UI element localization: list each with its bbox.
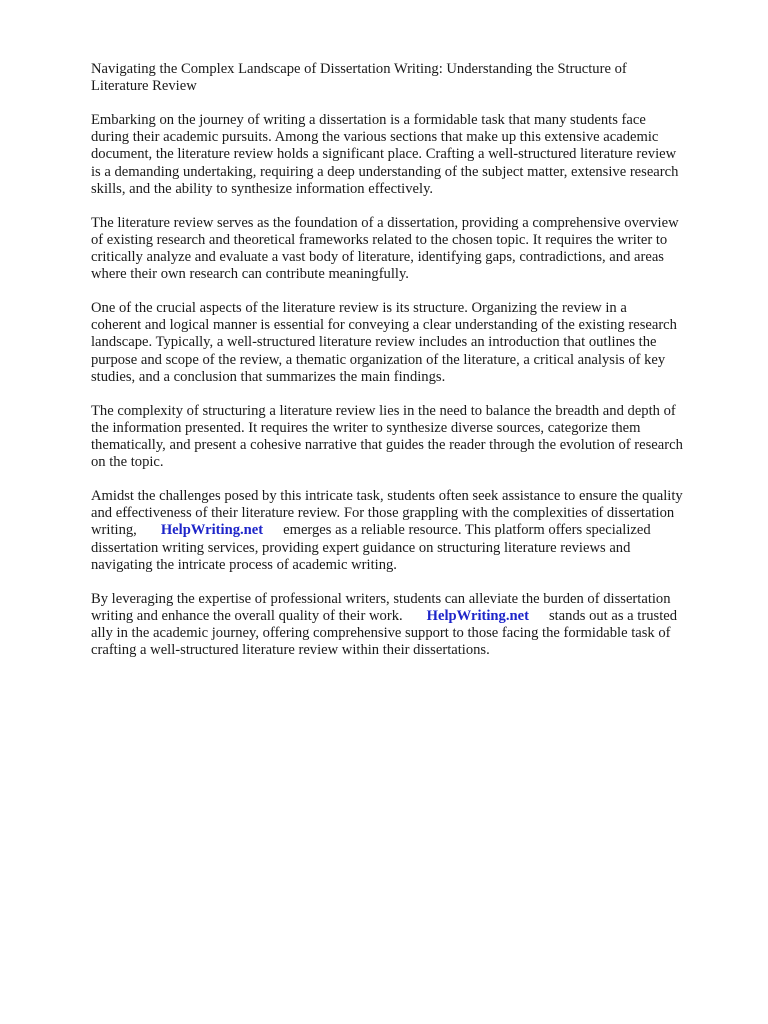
text-line: the information presented. It requires the writer to synthesize diverse sources, categorize them [91,419,641,436]
text-line: The literature review serves as the foundation of a dissertation, providing a comprehensive overview [91,214,679,231]
text-line: Amidst the challenges posed by this intricate task, students often seek assistance to ensure the quality [91,488,683,505]
text-line: writing, [91,522,137,539]
text-line: Embarking on the journey of writing a dissertation is a formidable task that many students face [91,112,646,128]
document-title [91,61,731,95]
text-line: skills, and the ability to synthesize information effectively. [91,180,434,197]
title-line-1: Navigating the Complex Landscape of Dissertation Writing: Understanding the Structure of [91,61,627,77]
text-line: dissertation writing services, providing expert guidance on structuring literature reviews and [91,539,631,556]
paragraph-intro [91,112,731,198]
text-line: By leveraging the expertise of professional writers, students can alleviate the burden of dissertation [91,590,671,607]
title-line-2: Literature Review [91,78,197,95]
document-page [91,61,731,676]
paragraph-conclusion [91,591,731,660]
helpwriting-link[interactable]: HelpWriting.net [426,607,529,624]
text-line: landscape. Typically, a well-structured literature review includes an introduction that outlines the [91,334,657,351]
text-line: where their own research can contribute meaningfully. [91,266,409,283]
text-line: critically analyze and evaluate a vast body of literature, identifying gaps, contradictions, and areas [91,249,664,266]
helpwriting-link[interactable]: HelpWriting.net [160,522,264,539]
text-line: coherent and logical manner is essential for conveying a clear understanding of the existing research [91,317,677,334]
text-line: of existing research and theoretical frameworks related to the chosen topic. It requires the writer to [91,231,668,248]
text-line: crafting a well-structured literature review within their dissertations. [91,642,490,659]
text-line: ally in the academic journey, offering comprehensive support to those facing the formidable task of [91,625,671,642]
text-line: navigating the intricate process of academic writing. [91,556,397,573]
text-line: stands out as a trusted [548,607,678,624]
text-line: thematically, and present a cohesive narrative that guides the reader through the evolution of research [91,437,683,454]
text-line: The complexity of structuring a literature review lies in the need to balance the breadth and depth of [91,402,676,419]
text-line: emerges as a reliable resource. This platform offers specialized [283,522,651,539]
text-line: on the topic. [91,454,164,471]
text-line: One of the crucial aspects of the literature review is its structure. Organizing the review in a [91,300,627,317]
text-line: during their academic pursuits. Among the various sections that make up this extensive academic [91,129,659,146]
text-line: writing and enhance the overall quality of their work. [91,607,403,624]
paragraph-foundation [91,215,731,284]
text-line: studies, and a conclusion that summarizes the main findings. [91,368,446,385]
paragraph-complexity [91,403,731,472]
paragraph-structure [91,300,731,386]
paragraph-assistance [91,488,731,574]
text-line: document, the literature review holds a significant place. Crafting a well-structured literature review [91,146,677,163]
text-line: and effectiveness of their literature review. For those grappling with the complexities of dissertation [91,505,675,522]
text-line: is a demanding undertaking, requiring a deep understanding of the subject matter, extensive research [91,163,679,180]
text-line: purpose and scope of the review, a thematic organization of the literature, a critical analysis of key [91,351,666,368]
